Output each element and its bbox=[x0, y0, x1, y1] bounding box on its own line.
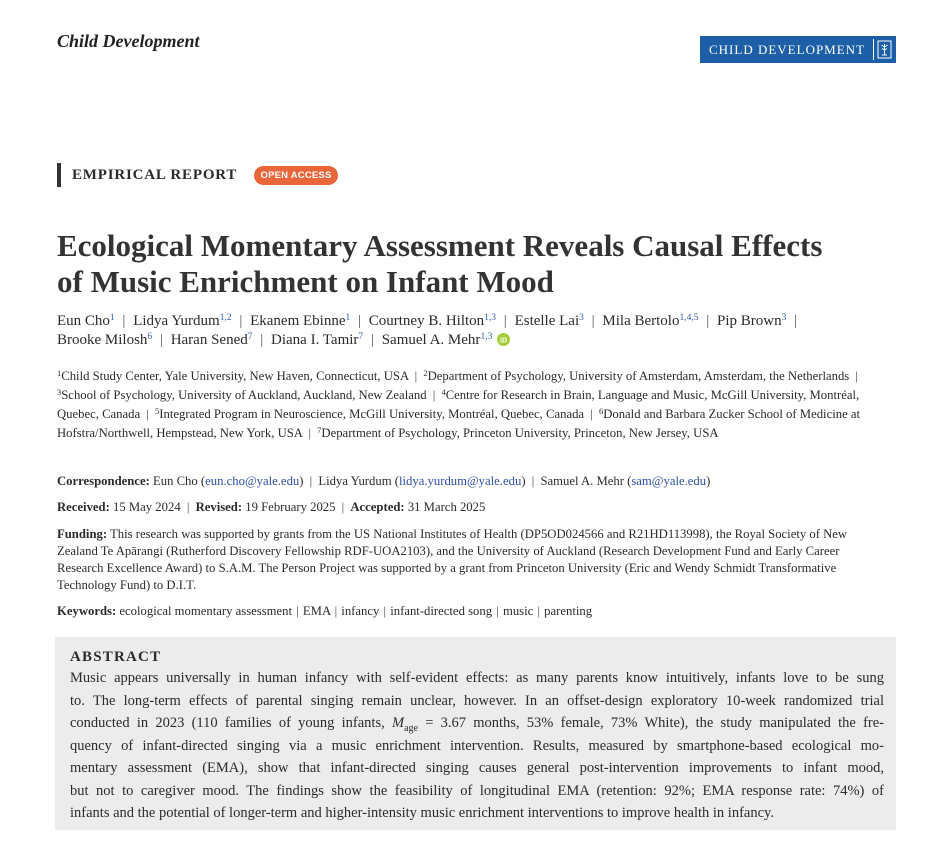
email-link[interactable]: lidya.yurdum@yale.edu bbox=[398, 474, 522, 488]
email-link[interactable]: sam@yale.edu bbox=[631, 474, 707, 488]
author-name: Diana I. Tamir bbox=[271, 332, 359, 348]
abstract-line: to. The long-term effects of parental singing remain unclear, however. In an offset-design exploratory 10-week randomized trial bbox=[70, 692, 884, 709]
separator: | bbox=[186, 500, 190, 514]
abstract-line bbox=[70, 712, 884, 735]
author-name: Eun Cho bbox=[57, 313, 110, 329]
author-list bbox=[57, 312, 801, 350]
author-sup: 1,3 bbox=[480, 332, 493, 342]
keyword: ecological momentary assessment bbox=[119, 604, 293, 618]
logo-divider bbox=[873, 39, 874, 60]
separator: | bbox=[432, 388, 436, 402]
separator: | bbox=[414, 369, 418, 383]
paren: ( bbox=[627, 474, 632, 488]
separator: | bbox=[308, 426, 311, 440]
abstract-line: mentary assessment (EMA), show that infant-directed singing causes general post-intervention improvements to infant mood, bbox=[70, 760, 884, 776]
author-name: Estelle Lai bbox=[514, 313, 580, 329]
separator: | bbox=[370, 332, 374, 348]
orcid-icon[interactable] bbox=[497, 333, 510, 346]
author-sup: 3 bbox=[579, 313, 584, 323]
keywords-label: Keywords: bbox=[57, 604, 117, 618]
separator: | bbox=[531, 474, 535, 488]
contact-name: Lidya Yurdum bbox=[318, 474, 392, 488]
author-sup: 3 bbox=[781, 313, 787, 323]
keyword: music bbox=[502, 604, 534, 618]
funding-text: This research was supported by grants from the US National Institutes of Health (DP5OD024566 and R21HD113998), the Royal Society of New Zealand Te Apārangi (Rutherford Discovery Fellowship RDF-UOA2103), and the University of Auckland (Research Development Fund and Early Career Research Excellence Award) to S.A.M. The Person Project was supported by a grant from Princeton University (Eric and Wendy Schmidt Transformative Technology Fund) to D.I.T. bbox=[57, 527, 848, 592]
abstract-line: infants and the potential of longer-term and higher-intensity music enrichment interventions to improve health in infancy. bbox=[70, 805, 774, 821]
abstract-box bbox=[55, 637, 896, 830]
funding-label: Funding: bbox=[57, 527, 108, 541]
affiliation-text: Centre for Research in Brain, Language and Music, McGill University, Montréal, Quebec, Canada bbox=[57, 388, 860, 421]
article-type-bar bbox=[57, 163, 61, 187]
author-line bbox=[57, 331, 801, 350]
separator: | bbox=[794, 313, 798, 329]
separator: | bbox=[239, 313, 243, 329]
journal-logo[interactable] bbox=[700, 36, 896, 63]
paren: ( bbox=[394, 474, 399, 488]
separator: | bbox=[357, 313, 361, 329]
contact-name: Eun Cho bbox=[152, 474, 198, 488]
affiliation-sup: 7 bbox=[317, 425, 322, 435]
affiliation-sup: 1 bbox=[57, 368, 62, 378]
contact-name: Samuel A. Mehr bbox=[540, 474, 624, 488]
affiliation-text: Department of Psychology, University of Amsterdam, Amsterdam, the Netherlands bbox=[427, 369, 850, 383]
open-access-badge: OPEN ACCESS bbox=[254, 166, 338, 185]
logo-text: CHILD DEVELOPMENT bbox=[709, 42, 866, 57]
affiliation-text: Child Study Center, Yale University, New Haven, Connecticut, USA bbox=[61, 369, 409, 383]
separator: | bbox=[383, 604, 387, 618]
title-line: of Music Enrichment on Infant Mood bbox=[57, 264, 554, 299]
separator: | bbox=[309, 474, 313, 488]
keywords bbox=[57, 602, 592, 620]
separator: | bbox=[341, 500, 345, 514]
affiliations bbox=[57, 367, 865, 443]
affiliation-sup: 5 bbox=[155, 406, 160, 416]
separator: | bbox=[855, 369, 858, 383]
correspondence-label: Correspondence: bbox=[57, 474, 150, 488]
author-name: Brooke Milosh bbox=[57, 332, 148, 348]
math-subscript: age bbox=[404, 723, 418, 734]
paren: ) bbox=[706, 474, 711, 488]
keyword: infancy bbox=[341, 604, 380, 618]
paren: ) bbox=[299, 474, 304, 488]
separator: | bbox=[503, 313, 507, 329]
author-sup: 1,4,5 bbox=[679, 313, 699, 323]
title-line: Ecological Momentary Assessment Reveals Causal Effects bbox=[57, 228, 823, 263]
date-value: 31 March 2025 bbox=[407, 500, 486, 514]
author-name: Pip Brown bbox=[716, 313, 782, 329]
paren: ) bbox=[521, 474, 526, 488]
date-label: Revised: bbox=[195, 500, 243, 514]
author-line bbox=[57, 312, 801, 331]
author-sup: 7 bbox=[358, 332, 364, 342]
author-sup: 1 bbox=[109, 313, 115, 323]
author-name: Ekanem Ebinne bbox=[250, 313, 346, 329]
abstract-text: conducted in 2023 (110 families of young infants, bbox=[70, 715, 392, 731]
affiliation-text: Department of Psychology, Princeton University, Princeton, New Jersey, USA bbox=[321, 426, 719, 440]
separator: | bbox=[590, 407, 593, 421]
keyword: EMA bbox=[302, 604, 331, 618]
separator: | bbox=[537, 604, 540, 618]
author-sup: 1,3 bbox=[484, 313, 497, 323]
keyword: infant-directed song bbox=[390, 604, 493, 618]
affiliation-text: School of Psychology, University of Auckland, Auckland, New Zealand bbox=[61, 388, 427, 402]
affiliation-text: Integrated Program in Neuroscience, McGill University, Montréal, Quebec, Canada bbox=[159, 407, 585, 421]
affiliation-sup: 6 bbox=[598, 406, 604, 416]
author-sup: 1 bbox=[345, 313, 351, 323]
affiliation-sup: 4 bbox=[441, 387, 446, 397]
society-emblem-icon bbox=[877, 40, 892, 59]
abstract-line: quency of infant-directed singing via a music enrichment intervention. Results, measured by smartphone-based ecological mo- bbox=[70, 737, 884, 754]
correspondence bbox=[57, 472, 710, 490]
author-name: Mila Bertolo bbox=[602, 313, 680, 329]
separator: | bbox=[591, 313, 595, 329]
author-name: Lidya Yurdum bbox=[133, 313, 220, 329]
separator: | bbox=[146, 407, 149, 421]
author-name: Haran Sened bbox=[170, 332, 248, 348]
affiliation-sup: 2 bbox=[423, 368, 428, 378]
abstract-heading: ABSTRACT bbox=[70, 649, 162, 665]
affiliation-text: Donald and Barbara Zucker School of Medicine at Hofstra/Northwell, Hempstead, New York, USA bbox=[57, 407, 861, 440]
author-name: Samuel A. Mehr bbox=[381, 332, 481, 348]
author-sup: 7 bbox=[247, 332, 253, 342]
author-sup: 6 bbox=[147, 332, 153, 342]
abstract-text: = 3.67 months, 53% female, 73% White), the study manipulated the fre- bbox=[417, 715, 885, 731]
article-type-label: EMPIRICAL REPORT bbox=[72, 167, 238, 183]
abstract-line: but not to caregiver mood. The findings show the feasibility of longitudinal EMA (retention: 92%; EMA response rate: 74%) of bbox=[70, 782, 884, 799]
email-link[interactable]: eun.cho@yale.edu bbox=[205, 474, 300, 488]
date-label: Received: bbox=[57, 500, 110, 514]
math-variable: M bbox=[391, 715, 405, 731]
keyword: parenting bbox=[544, 604, 593, 618]
separator: | bbox=[496, 604, 499, 618]
separator: | bbox=[706, 313, 710, 329]
article-type bbox=[57, 163, 357, 187]
date-value: 15 May 2024 bbox=[113, 500, 181, 514]
separator: | bbox=[122, 313, 126, 329]
author-name: Courtney B. Hilton bbox=[368, 313, 485, 329]
separator: | bbox=[260, 332, 264, 348]
separator: | bbox=[334, 604, 338, 618]
orcid-lettering: iD bbox=[500, 337, 508, 345]
date-label: Accepted: bbox=[350, 500, 405, 514]
date-value: 19 February 2025 bbox=[245, 500, 336, 514]
separator: | bbox=[296, 604, 299, 618]
funding bbox=[57, 526, 887, 594]
paren: ( bbox=[200, 474, 206, 488]
separator: | bbox=[159, 332, 163, 348]
publication-dates bbox=[57, 498, 485, 516]
article-title bbox=[57, 228, 822, 300]
journal-name: Child Development bbox=[57, 31, 200, 51]
affiliation-sup: 3 bbox=[57, 387, 62, 397]
abstract-line: Music appears universally in human infancy with self-evident effects: as many parents know intuitively, infants love to be sung bbox=[70, 670, 884, 686]
author-sup: 1,2 bbox=[219, 313, 232, 323]
